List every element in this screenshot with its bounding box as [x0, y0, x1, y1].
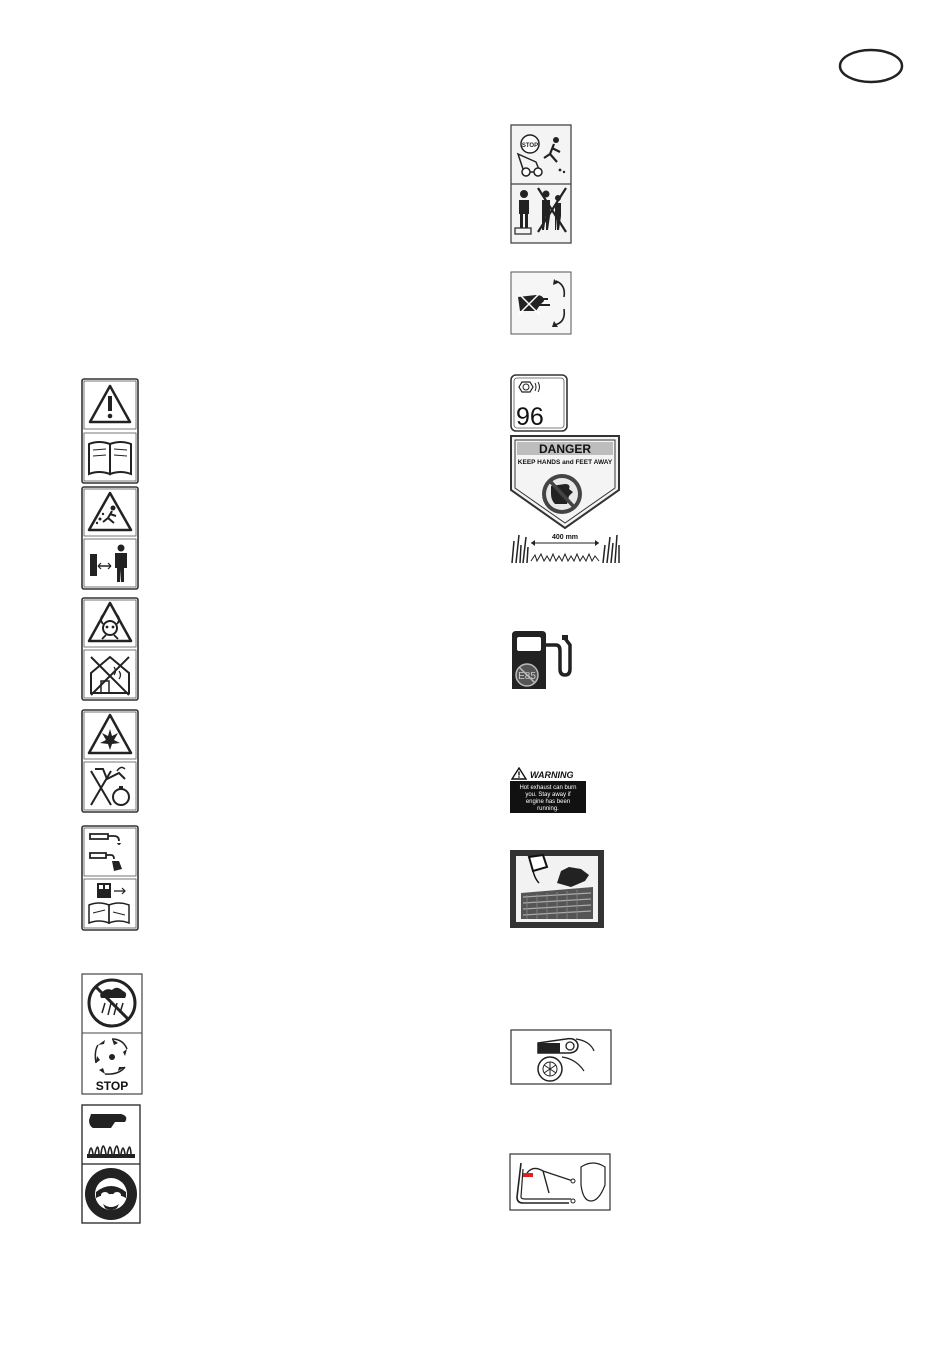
face-protection-icon [85, 1168, 137, 1220]
fuel-pump-figure [508, 629, 578, 693]
cutting-width-figure [509, 527, 621, 565]
warning-line-1: Hot exhaust can burn [519, 785, 577, 791]
warning-line-3: engine has been [525, 799, 571, 805]
icon-group-6 [81, 973, 143, 1095]
icon-group-7 [81, 1104, 141, 1224]
distance-label: 400 mm [551, 534, 579, 541]
danger-subtitle: KEEP HANDS and FEET AWAY [517, 459, 613, 466]
throttle-figure [510, 1029, 612, 1085]
icon-group-r2 [510, 271, 572, 335]
icon-group-1 [81, 378, 139, 484]
language-badge [838, 48, 904, 84]
fuel-badge-text: E85 [518, 671, 536, 682]
svg-text:STOP: STOP [521, 143, 539, 149]
icon-group-5 [81, 825, 139, 931]
icon-group-3 [81, 597, 139, 701]
stop-label: STOP [95, 1079, 129, 1093]
icon-group-r3 [510, 374, 568, 432]
danger-title: DANGER [538, 442, 592, 456]
hot-exhaust-warning [509, 766, 587, 814]
fuel-pump-icon [512, 631, 570, 689]
danger-hands-feet-icon [542, 474, 582, 514]
cleaning-figure [509, 849, 605, 929]
handle-figure [509, 1153, 611, 1211]
icon-group-r1 [510, 124, 572, 244]
warning-title: WARNING [530, 770, 574, 780]
icon-group-4 [81, 709, 139, 813]
danger-sign [509, 434, 621, 530]
icon-group-2 [81, 486, 139, 590]
sound-level-value: 96 [516, 403, 544, 431]
warning-line-4: running. [537, 806, 559, 812]
warning-line-2: you. Stay away if [525, 792, 571, 798]
